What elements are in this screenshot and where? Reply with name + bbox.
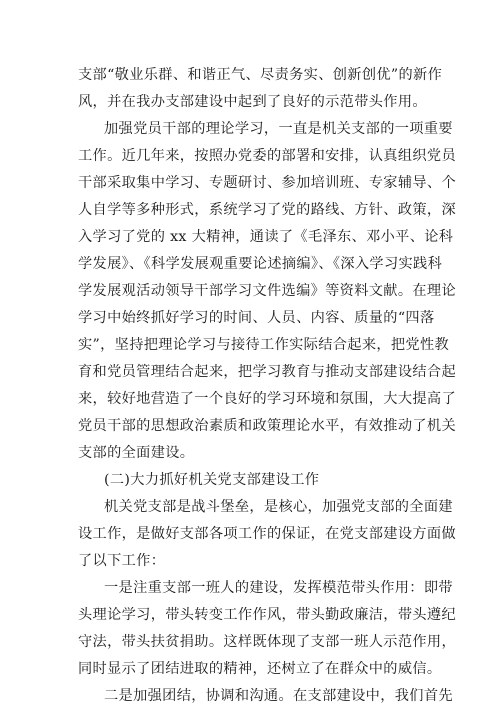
text-line: 工作。近几年来，按照办党委的部署和安排，认真组织党员 (78, 148, 456, 164)
text-line: 支部“敬业乐群、和谐正气、尽责务实、创新创优”的新作 (78, 67, 443, 83)
text-line: 学习中始终抓好学习的时间、人员、内容、质量的“四落 (78, 310, 435, 326)
text-line: 加强党员干部的理论学习，一直是机关支部的一项重要 (104, 121, 453, 137)
text-line: 育和党员管理结合起来，把学习教育与推动支部建设结合起 (78, 364, 456, 380)
text-line: 设工作，是做好支部各项工作的保证，在党支部建设方面做 (78, 526, 456, 542)
text-line: 学发展观活动领导干部学习文件选编》等资料文献。在理论 (78, 283, 456, 299)
text-line: 实”，坚持把理论学习与接待工作实际结合起来，把党性教 (78, 337, 450, 353)
text-line: 干部采取集中学习、专题研讨、参加培训班、专家辅导、个 (78, 175, 456, 191)
text-line: 党员干部的思想政治素质和政策理论水平，有效推动了机关 (78, 418, 456, 434)
text-line: 机关党支部是战斗堡垒，是核心，加强党支部的全面建 (104, 499, 453, 515)
text-line: 头理论学习，带头转变工作作风，带头勤政廉洁，带头遵纪 (78, 607, 456, 623)
section-heading: (二)大力抓好机关党支部建设工作 (104, 472, 320, 488)
text-line: 支部的全面建设。 (78, 445, 195, 461)
text-line: 入学习了党的 xx 大精神，通读了《毛泽东、邓小平、论科 (78, 229, 454, 245)
text-line: 守法，带头扶贫捐助。这样既体现了支部一班人示范作用， (78, 634, 456, 650)
text-line: 学发展》、《科学发展观重要论述摘编》、《深入学习实践科 (78, 256, 443, 272)
text-line: 同时显示了团结进取的精神，还树立了在群众中的威信。 (78, 661, 442, 677)
text-line: 来，较好地营造了一个良好的学习环境和氛围，大大提高了 (78, 391, 456, 407)
text-line: 一是注重支部一班人的建设，发挥模范带头作用：即带 (104, 580, 453, 596)
text-line: 风，并在我办支部建设中起到了良好的示范带头作用。 (78, 94, 427, 110)
text-line: 二是加强团结，协调和沟通。在支部建设中，我们首先 (104, 688, 453, 704)
text-line: 人自学等多种形式，系统学习了党的路线、方针、政策，深 (78, 202, 456, 218)
text-line: 了以下工作： (78, 553, 166, 569)
